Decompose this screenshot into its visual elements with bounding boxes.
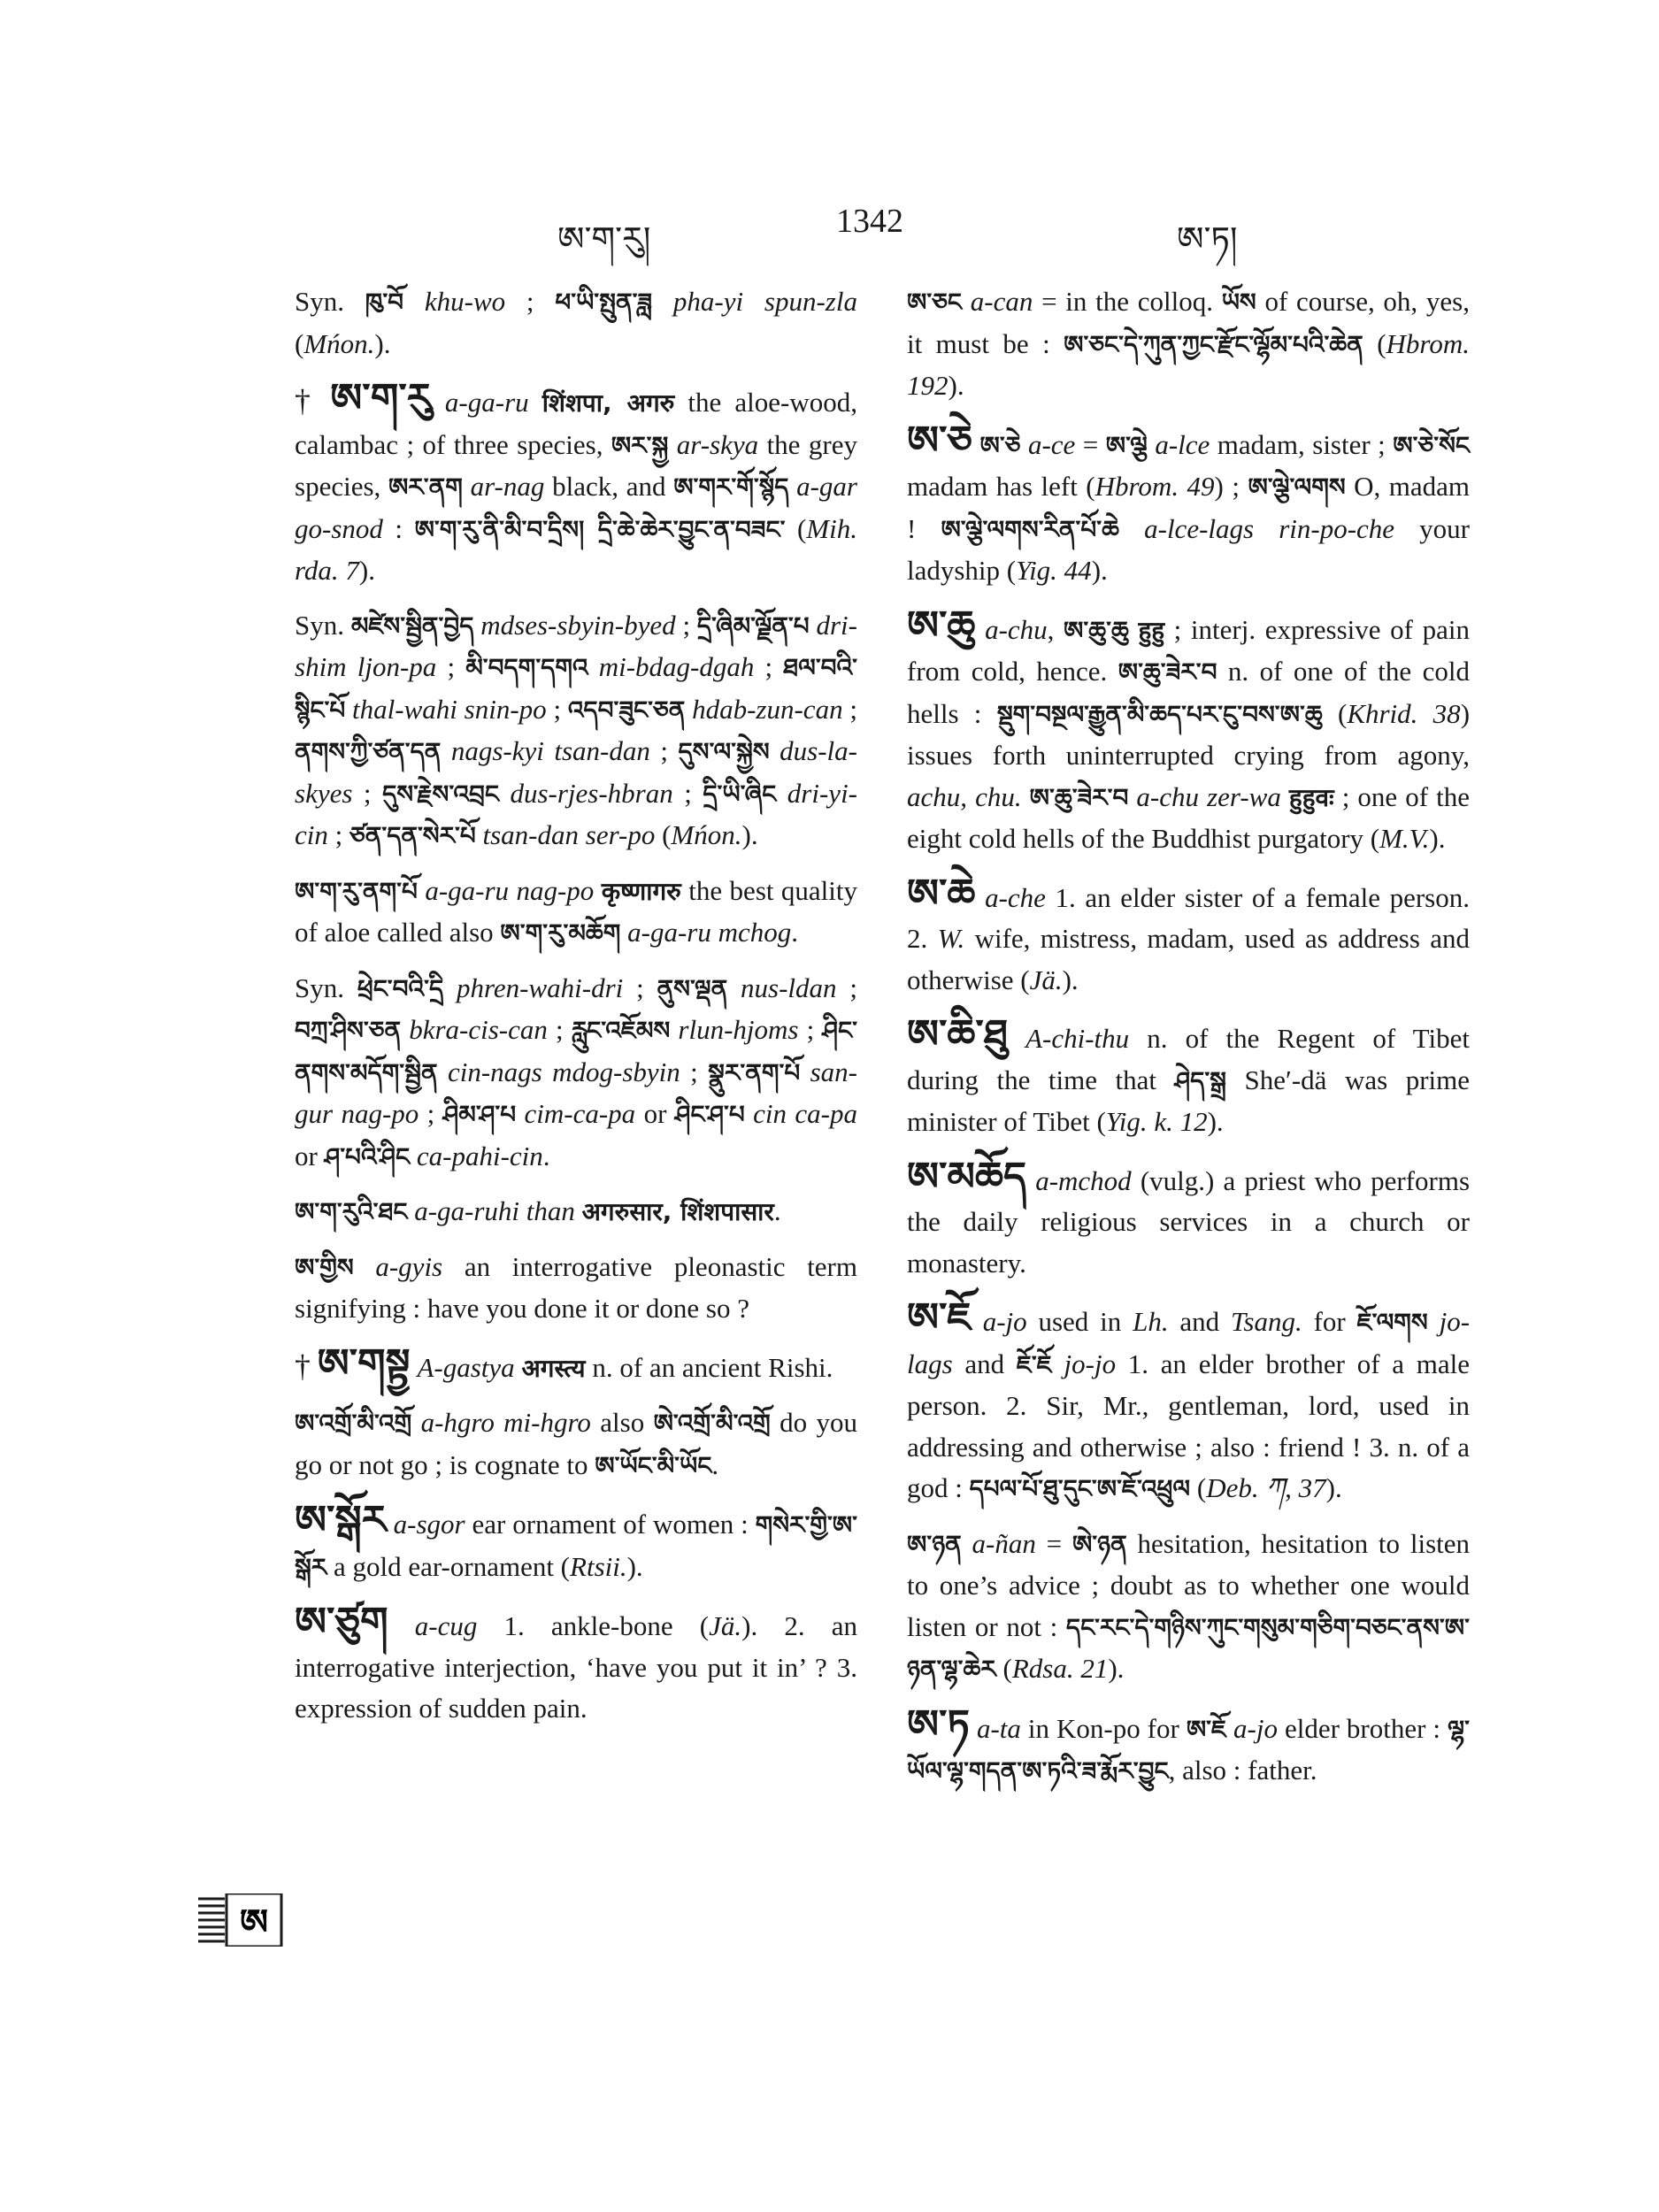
- dictionary-entry: [907, 1700, 1471, 1793]
- tibetan-text: དྲི་ཞིམ་ལྗོན་པ: [696, 611, 810, 641]
- definition-text: or: [635, 1098, 675, 1129]
- tibetan-text: ཨ་ག་རུ་ནི་མི་བ་དྲིས། དྲི་ཆེ་ཆེར་བྱུང་ན་བཟང་: [414, 514, 786, 544]
- definition-text: ).: [626, 1550, 643, 1582]
- definition-text: [970, 1713, 977, 1744]
- transliteration: Yig. 44: [1016, 555, 1092, 586]
- definition-text: of course, oh, yes, it must be :: [907, 286, 1470, 359]
- synonym-block: [295, 281, 857, 365]
- definition-text: ).: [1091, 555, 1108, 586]
- dictionary-entry: [907, 1152, 1471, 1285]
- running-head-right: ཨ་ཏ།: [1177, 221, 1238, 258]
- dictionary-entry: [295, 1191, 857, 1233]
- transliteration: Mńon.: [671, 819, 742, 850]
- definition-text: [388, 1610, 415, 1641]
- transliteration: a-jo: [982, 1306, 1027, 1337]
- tibetan-text: ཇོ་ལགས: [1356, 1308, 1428, 1337]
- transliteration: Khrid. 38: [1347, 697, 1461, 729]
- dictionary-entry: [907, 416, 1471, 592]
- tibetan-text: ཤིང་ཤ་པ: [674, 1100, 745, 1129]
- synonym-block: [295, 605, 857, 857]
- tibetan-text: ཨ་ག་རུ་ནག་པོ: [295, 876, 418, 906]
- sanskrit-text: हुहु: [1138, 615, 1165, 645]
- definition-text: ).: [1108, 1653, 1125, 1684]
- definition-text: ;: [623, 972, 657, 1003]
- definition-text: O, madam !: [907, 471, 1470, 544]
- definition-text: the best quality of aloe called also: [295, 874, 857, 948]
- transliteration: Mńon.: [303, 327, 375, 359]
- definition-text: .: [542, 1140, 550, 1171]
- transliteration: M.V.: [1379, 823, 1430, 854]
- definition-text: [317, 387, 330, 418]
- tibetan-text: ཤ་པའི་ཤིང: [324, 1141, 411, 1171]
- transliteration: a-gyis: [353, 1250, 443, 1282]
- tibetan-text: ཨ་ལྕེ: [1105, 430, 1148, 460]
- definition-text: Syn.: [295, 972, 357, 1003]
- definition-text: ;: [836, 972, 857, 1003]
- transliteration: W.: [937, 923, 965, 954]
- definition-text: [1026, 1165, 1035, 1196]
- headword: ཨ་གསྟྱ: [317, 1339, 411, 1386]
- tibetan-text: དུས་ལ་སྐྱེས: [678, 737, 770, 766]
- transliteration: dus-rjes-hbran: [498, 777, 673, 809]
- transliteration: Tsang.: [1231, 1306, 1302, 1337]
- definition-text: ).: [1062, 964, 1079, 995]
- transliteration: a-jo: [1226, 1712, 1278, 1744]
- transliteration: a-ga-ruhi than: [407, 1195, 575, 1226]
- transliteration: A-gastya: [417, 1351, 515, 1383]
- sanskrit-text: अगरुसार, शिंशपासार: [581, 1197, 774, 1226]
- transliteration: phren-wahi-dri: [443, 972, 624, 1003]
- transliteration: dus-la-skyes: [295, 735, 857, 809]
- definition-text: ). 2. an interrogative interjection, ‘have you put it in’ ? 3. expression of sudden pain.: [295, 1610, 857, 1724]
- definition-text: ) issues forth uninterrupted crying from agony,: [907, 697, 1471, 771]
- definition-text: ) ;: [1214, 471, 1248, 502]
- transliteration: a-cug: [414, 1610, 478, 1641]
- definition-text: or: [295, 1140, 325, 1171]
- transliteration: Rtsii.: [570, 1550, 627, 1582]
- definition-text: 1. an elder sister of a female person. 2.: [907, 881, 1471, 954]
- transliteration: khu-wo: [403, 286, 506, 317]
- definition-text: = in the colloq.: [1033, 286, 1222, 317]
- definition-text: used in: [1026, 1306, 1133, 1337]
- tibetan-text: ཨེ་འགྲོ་མི་འགྲོ: [653, 1409, 771, 1438]
- definition-text: ; one of the eight cold hells of the Buddhist purgatory (: [907, 780, 1470, 854]
- transliteration: mi-bdag-dgah: [588, 651, 755, 682]
- definition-text: Syn.: [295, 286, 365, 317]
- transliteration: ca-pahi-cin: [410, 1140, 543, 1171]
- transliteration: Rdsa. 21: [1011, 1653, 1109, 1684]
- transliteration: rlun-hjoms: [670, 1014, 799, 1045]
- definition-text: ; interj. expressive of pain from cold, hence.: [907, 613, 1470, 687]
- tibetan-text: སྣུར་ནག་པོ: [708, 1057, 801, 1087]
- tibetan-text: ནུས་ལྡན: [657, 973, 728, 1003]
- definition-text: an interrogative pleonastic term signifying : have you done it or done so ?: [295, 1250, 857, 1324]
- definition-text: ;: [327, 819, 349, 850]
- definition-text: ).: [374, 327, 391, 359]
- transliteration: nags-kyi tsan-dan: [441, 735, 650, 766]
- headword: ཨ་སྒོར: [295, 1496, 387, 1543]
- tibetan-text: མི་བདག་དགའ: [465, 653, 588, 682]
- dictionary-entry: [907, 601, 1471, 860]
- transliteration: jo-lags: [907, 1306, 1471, 1379]
- definition-text: =: [1075, 428, 1106, 460]
- transliteration: a-chu zer-wa: [1128, 780, 1281, 812]
- tibetan-text: ཨར་ནག: [388, 472, 463, 502]
- definition-text: for: [1302, 1306, 1357, 1337]
- dictionary-entry: [295, 1598, 857, 1730]
- transliteration: Jä.: [709, 1610, 742, 1641]
- transliteration: a-can: [962, 286, 1033, 317]
- definition-text: ;: [680, 1056, 709, 1087]
- definition-text: also: [590, 1407, 654, 1438]
- transliteration: Lh.: [1133, 1306, 1169, 1337]
- definition-text: and: [952, 1348, 1017, 1379]
- transliteration: a-ce: [1020, 428, 1076, 460]
- definition-text: ).: [358, 555, 375, 586]
- transliteration: a-ga-ru mchog: [620, 917, 792, 948]
- dictionary-entry: [295, 1247, 857, 1330]
- transliteration: a-che: [985, 881, 1046, 913]
- definition-text: ;: [546, 693, 568, 725]
- dictionary-entry: [907, 869, 1471, 1002]
- sanskrit-text: अगस्त्य: [521, 1353, 586, 1383]
- definition-text: ;: [419, 1098, 443, 1129]
- transliteration: pha-yi spun-zla: [652, 286, 857, 317]
- tibetan-text: དུས་རྗེས་འབྲང: [382, 779, 499, 809]
- definition-text: the grey species,: [295, 428, 857, 502]
- tibetan-text: མཛེས་སྦྱིན་བྱེད: [350, 611, 474, 641]
- transliteration: a-hgro mi-hgro: [411, 1407, 591, 1438]
- definition-text: madam has left (: [907, 471, 1095, 502]
- definition-text: (vulg.) a priest who performs the daily religious services in a church or monastery.: [907, 1164, 1471, 1279]
- definition-text: ;: [798, 1014, 823, 1045]
- tibetan-text: ཨ་ག་རུའི་ཐང: [295, 1197, 408, 1226]
- tibetan-text: ཨ་ག་རུ་མཆོག: [500, 918, 621, 948]
- tibetan-text: ཁུ་བོ: [365, 288, 404, 317]
- definition-text: (: [995, 1653, 1012, 1684]
- tibetan-text: ཤེད་སྒྲ: [1174, 1065, 1227, 1095]
- tibetan-text: ཨ་གར་གོ་སྙོད: [673, 472, 789, 502]
- transliteration: Yig. k. 12: [1105, 1106, 1208, 1137]
- definition-text: :: [382, 512, 415, 544]
- dictionary-entry: [295, 1339, 857, 1390]
- definition-text: (: [295, 327, 304, 359]
- tibetan-text: ཨ་ཅེ: [979, 430, 1021, 460]
- definition-text: , also : father.: [1168, 1755, 1317, 1786]
- definition-text: [529, 387, 542, 418]
- definition-text: [311, 1352, 318, 1383]
- tibetan-text: འདབ་ཟུང་ཅན: [567, 695, 686, 725]
- definition-text: ;: [675, 609, 697, 641]
- synonym-block: [295, 968, 857, 1179]
- definition-text: black, and: [544, 471, 674, 502]
- tibetan-text: ཕྲེང་བའི་དྲི: [357, 973, 444, 1003]
- tibetan-text: བཀྲ་ཤིས་ཅན: [295, 1016, 402, 1045]
- definition-text: and: [1168, 1306, 1232, 1337]
- tibetan-text: ཡོས: [1221, 288, 1256, 317]
- transliteration: a-ga-ru nag-po: [417, 874, 595, 906]
- definition-text: n. of the Regent of Tibet during the time that: [907, 1023, 1470, 1095]
- transliteration: nus-ldan: [727, 972, 837, 1003]
- definition-text: (: [1322, 697, 1348, 729]
- transliteration: a-gar go-snod: [295, 471, 857, 544]
- definition-text: ).: [1207, 1106, 1224, 1137]
- tibetan-text: ཨ་ཆུ་ཟེར་བ: [1118, 657, 1217, 687]
- dagger-mark: †: [295, 383, 318, 419]
- transliteration: a-ñan: [961, 1527, 1036, 1559]
- definition-text: 1. ankle-bone (: [477, 1610, 710, 1641]
- transliteration: Jä.: [1029, 964, 1063, 995]
- dagger-mark: †: [295, 1348, 311, 1384]
- transliteration: a-ga-ru: [444, 387, 529, 418]
- tibetan-text: ཨ་གྱིས: [295, 1252, 354, 1282]
- tibetan-text: ཨ་ལྕེ་ལགས་རིན་པོ་ཆེ: [941, 514, 1119, 544]
- definition-text: the aloe-wood, calambac ; of three species,: [295, 387, 858, 460]
- tibetan-text: ཨ་ཆུ་ཟེར་བ: [1029, 782, 1129, 812]
- tibetan-text: ཨར་སྐྱ: [611, 430, 669, 460]
- headword: ཨ་ཙུག: [295, 1598, 388, 1645]
- tibetan-text: ཨ་ཆུ་ཆུ: [1064, 615, 1129, 645]
- tibetan-text: ཨ་ལྕེ་ལགས: [1248, 472, 1346, 502]
- tibetan-text: ཨ་ཡོང་མི་ཡོང: [595, 1450, 712, 1480]
- definition-text: (: [785, 512, 807, 544]
- definition-text: ;: [649, 735, 679, 766]
- definition-text: do you go or not go ; is cognate to: [295, 1407, 857, 1480]
- transliteration: a-sgor: [393, 1509, 465, 1540]
- definition-text: ;: [352, 777, 383, 809]
- definition-text: ;: [672, 777, 703, 809]
- transliteration: Mih. rda. 7: [295, 512, 857, 586]
- definition-text: n. of an ancient Rishi.: [585, 1351, 833, 1383]
- definition-text: n. of one of the cold hells :: [907, 656, 1470, 729]
- definition-text: ;: [436, 651, 466, 682]
- tibetan-text: ཨ་ཉན: [907, 1529, 962, 1559]
- definition-text: [975, 614, 985, 645]
- dictionary-entry: [907, 1524, 1470, 1691]
- sanskrit-text: हुहुवः: [1288, 782, 1334, 812]
- transliteration: dri-shim ljon-pa: [295, 609, 857, 682]
- definition-text: =: [1035, 1527, 1072, 1559]
- dictionary-entry: [907, 281, 1470, 407]
- definition-text: [387, 1509, 394, 1540]
- tibetan-text: ཨ་ཅང: [907, 288, 963, 317]
- definition-text: She′-dä was prime minister of Tibet (: [907, 1064, 1471, 1137]
- transliteration: thal-wahi snin-po: [345, 693, 547, 725]
- headword: ཨ་ཇོ: [907, 1294, 972, 1340]
- transliteration: cin-nags mdog-sbyin: [437, 1056, 680, 1087]
- tibetan-text: ཨ་ཇོ: [1186, 1714, 1227, 1744]
- definition-text: ,: [1047, 613, 1064, 645]
- tibetan-text: ཕ་ཡི་སྤུན་ཟླ: [555, 288, 653, 317]
- transliteration: a-chu: [985, 613, 1048, 645]
- definition-text: [575, 1195, 582, 1226]
- tibetan-text: རླུང་འཇོམས: [571, 1016, 671, 1045]
- definition-text: (: [1363, 327, 1386, 359]
- tibetan-text: དྲི་ཡི་ཞིང: [703, 779, 777, 809]
- definition-text: wife, mistress, madam, used as address and otherwise (: [907, 923, 1470, 995]
- transliteration: tsan-dan ser-po: [475, 819, 656, 850]
- definition-text: ear ornament of women :: [465, 1509, 756, 1540]
- definition-text: [1129, 614, 1139, 645]
- definition-text: in Kon-po for: [1020, 1712, 1187, 1744]
- tibetan-text: ཙན་དན་སེར་པོ: [349, 821, 476, 850]
- tibetan-text: ཐལ་བའི་སྙིང་པོ: [295, 653, 857, 725]
- headword: ཨ་ཆེ: [907, 869, 976, 917]
- definition-text: [432, 387, 445, 418]
- thumb-index-letter: ཨ: [239, 1902, 269, 1943]
- headword: ཨ་ག་རུ: [330, 374, 432, 421]
- tibetan-text: ཨེ་ཉན: [1071, 1529, 1127, 1559]
- thumb-index-tab: [196, 1893, 283, 1947]
- definition-text: ).: [1429, 823, 1446, 854]
- transliteration: Hbrom. 192: [907, 327, 1470, 401]
- headword: ཨ་མཆོད: [907, 1152, 1026, 1200]
- definition-text: [972, 1306, 983, 1337]
- headword: ཨ་ཆི་ཐུ: [907, 1010, 1009, 1057]
- dictionary-entry: [295, 871, 857, 955]
- headword: ཨ་ཏ: [907, 1700, 970, 1747]
- definition-text: ;: [754, 651, 784, 682]
- right-column: [907, 281, 1470, 1793]
- dictionary-entry: [907, 1294, 1471, 1510]
- definition-text: [1008, 1023, 1025, 1054]
- transliteration: mdses-sbyin-byed: [473, 609, 676, 641]
- tibetan-text: ཨ་ཅེ་སོང: [1393, 430, 1471, 460]
- transliteration: cim-ca-pa: [516, 1098, 636, 1129]
- definition-text: ).: [1325, 1472, 1342, 1503]
- definition-text: (: [1190, 1472, 1207, 1503]
- headword: ཨ་ཅེ: [907, 416, 973, 464]
- sanskrit-text: कृष्णागरु: [601, 876, 681, 906]
- definition-text: [594, 875, 601, 906]
- left-column: [295, 281, 857, 1730]
- transliteration: jo-jo: [1051, 1348, 1117, 1379]
- running-head-left: ཨ་ག་རུ།: [557, 221, 651, 258]
- definition-text: [1281, 781, 1289, 812]
- transliteration: Deb. ཀ, 37: [1206, 1472, 1326, 1503]
- definition-text: [1022, 781, 1030, 812]
- definition-text: .: [773, 1195, 781, 1226]
- tibetan-text: ནགས་ཀྱི་ཙན་དན: [295, 737, 442, 766]
- tibetan-text: ལྷ་ཡོལ་ལྷ་གདན་ཨ་ཏའི་ཟ་རྨོར་བྱུང: [907, 1714, 1471, 1786]
- definition-text: .: [791, 917, 799, 948]
- definition-text: Syn.: [295, 609, 351, 641]
- definition-text: ).: [948, 370, 964, 401]
- headword: ཨ་ཆུ: [907, 601, 976, 649]
- tibetan-text: ཤིམ་ཤ་པ: [442, 1100, 517, 1129]
- transliteration: ar-skya: [668, 428, 759, 460]
- tibetan-text: སྡུག་བསྔལ་རྒྱུན་མི་ཆད་པར་ངུ་བས་ཨ་ཆུ: [996, 699, 1323, 729]
- transliteration: a-lce: [1147, 428, 1210, 460]
- page-number: 1342: [836, 203, 903, 240]
- definition-text: hesitation, hesitation to listen to one’s advice ; doubt as to whether one would listen or not :: [907, 1527, 1471, 1642]
- definition-text: [975, 882, 985, 913]
- transliteration: bkra-cis-can: [401, 1014, 548, 1045]
- tibetan-text: དཔལ་པོ་ཐུ་དུང་ཨ་ཇོ་འཕྲུལ: [969, 1474, 1191, 1503]
- dictionary-entry: [295, 374, 858, 592]
- definition-text: (: [655, 819, 672, 850]
- transliteration: a-mchod: [1035, 1164, 1132, 1196]
- transliteration: dri-yi-cin: [295, 777, 857, 850]
- tibetan-text: ཤིང་ནགས་མདོག་སྦྱིན: [295, 1016, 857, 1087]
- definition-text: ).: [741, 819, 758, 850]
- definition-text: ;: [547, 1014, 572, 1045]
- definition-text: your ladyship (: [907, 512, 1471, 586]
- definition-text: ;: [842, 693, 857, 725]
- transliteration: ar-nag: [462, 471, 545, 502]
- dictionary-entry: [295, 1402, 857, 1486]
- transliteration: hdab-zun-can: [685, 693, 843, 725]
- definition-text: elder brother :: [1277, 1712, 1448, 1744]
- tibetan-text: ཇོ་ཇོ: [1016, 1349, 1052, 1379]
- tibetan-text: གསེར་གྱི་ཨ་སྒོར: [295, 1510, 858, 1582]
- dictionary-entry: [295, 1496, 858, 1588]
- definition-text: madam, sister ;: [1210, 428, 1394, 460]
- transliteration: A-chi-thu: [1025, 1023, 1130, 1054]
- transliteration: a-ta: [976, 1712, 1021, 1744]
- transliteration: achu, chu.: [907, 780, 1022, 812]
- tibetan-text: དང་རང་དེ་གཉིས་ཀུང་གསུམ་གཅིག་བཅང་ནས་ཨ་ཉན་ལྷ་ཆེར: [907, 1612, 1470, 1684]
- dictionary-entry: [907, 1010, 1471, 1143]
- transliteration: a-lce-lags rin-po-che: [1118, 512, 1395, 544]
- definition-text: ;: [505, 286, 556, 317]
- definition-text: .: [711, 1448, 719, 1480]
- transliteration: cin ca-pa: [744, 1098, 857, 1129]
- tibetan-text: ཨ་འགྲོ་མི་འགྲོ: [295, 1409, 412, 1438]
- definition-text: a gold ear-ornament (: [326, 1550, 571, 1582]
- sanskrit-text: शिंशपा, अगरु: [541, 388, 675, 418]
- transliteration: san-gur nag-po: [295, 1056, 857, 1129]
- definition-text: [972, 429, 980, 460]
- transliteration: Hbrom. 49: [1094, 471, 1215, 502]
- tibetan-text: ཨ་ཅང་དེ་ཀུན་ཀྱང་རྫོང་ལྷོམ་པའི་ཆེན: [1064, 329, 1363, 359]
- definition-text: 1. an elder brother of a male person. 2. Sir, Mr., gentleman, lord, used in addressing and otherwise ; also : friend ! 3. n. of a god :: [907, 1348, 1470, 1503]
